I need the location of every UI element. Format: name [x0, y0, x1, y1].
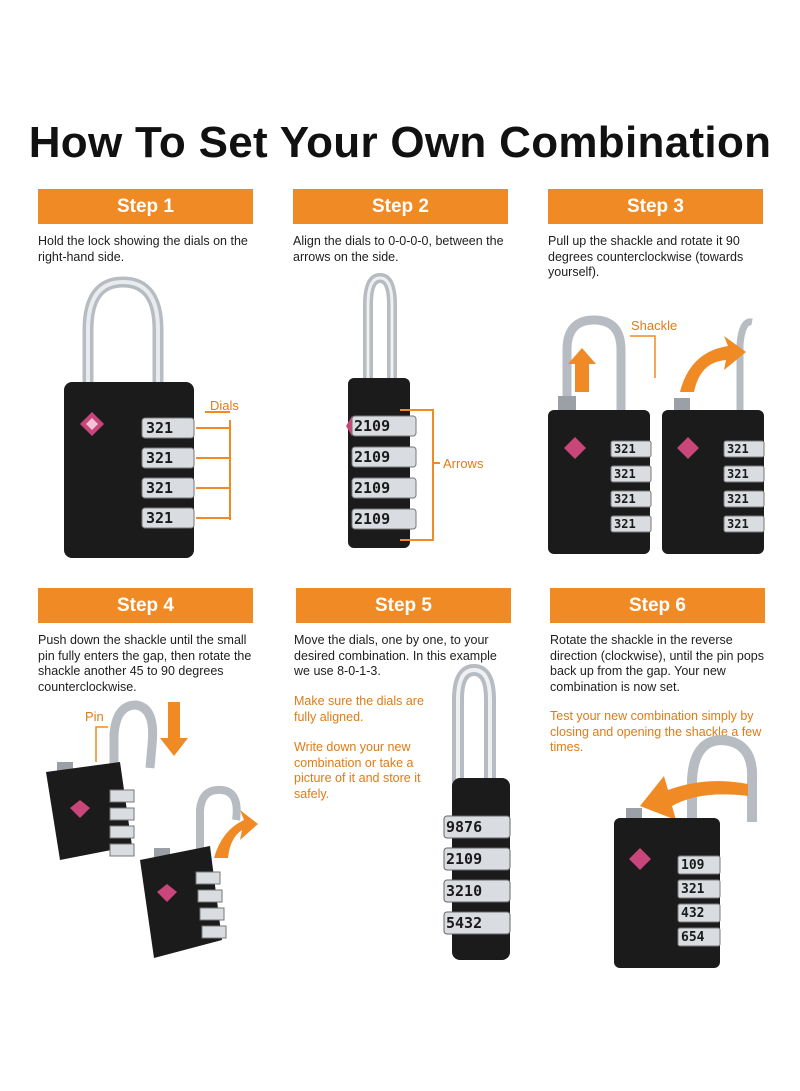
- dial-digits: 2109: [354, 479, 391, 497]
- step-5-text: Move the dials, one by one, to your desired combination. In this example we use 8-0-1-3.: [294, 633, 497, 678]
- dial-digits: 654: [681, 930, 705, 945]
- step-1-header: Step 1: [38, 189, 253, 224]
- step-5-note-write-down: Write down your new combination or take a picture of it and store it safely.: [294, 740, 421, 801]
- step-4-text: Push down the shackle until the small pin fully enters the gap, then rotate the shackle another 45 to 90 degrees counterclockwise.: [38, 633, 252, 694]
- dial-digits: 321: [614, 442, 636, 456]
- step-2-text: Align the dials to 0-0-0-0, between the arrows on the side.: [293, 234, 504, 264]
- dial-digits: 321: [681, 882, 705, 897]
- step-5-header: Step 5: [296, 588, 511, 623]
- step-5-note-aligned: Make sure the dials are fully aligned.: [294, 694, 424, 724]
- dial-row: [678, 904, 720, 922]
- dial-digits: 5432: [446, 914, 483, 932]
- step-4-header: Step 4: [38, 588, 253, 623]
- step-6-header: Step 6: [550, 588, 765, 623]
- dial-digits: 321: [727, 492, 749, 506]
- dial-digits: 321: [146, 479, 174, 497]
- dial-digits: 2109: [446, 850, 483, 868]
- dial-digits: 321: [146, 419, 174, 437]
- step-3-callout-shackle: Shackle: [631, 318, 678, 333]
- dial-row: [678, 880, 720, 898]
- dial-row: [678, 856, 720, 874]
- dial-digits: 321: [727, 467, 749, 481]
- dial-digits: 321: [727, 442, 749, 456]
- step-1-text: Hold the lock showing the dials on the right-hand side.: [38, 234, 248, 264]
- step-2-callout-arrows: Arrows: [443, 456, 484, 471]
- dial-row: [678, 928, 720, 946]
- dial-digits: 2109: [354, 448, 391, 466]
- dial-digits: 321: [146, 449, 174, 467]
- step-1-callout-dials: Dials: [210, 398, 239, 413]
- dial-digits: 321: [727, 517, 749, 531]
- step-6-note-test: Test your new combination simply by closing and opening the shackle a few times.: [550, 709, 762, 754]
- dial-digits: 9876: [446, 818, 483, 836]
- dial-digits: 109: [681, 858, 705, 873]
- dial-digits: 432: [681, 906, 705, 921]
- dial-digits: 321: [614, 517, 636, 531]
- step-3-header: Step 3: [548, 189, 763, 224]
- page-title: How To Set Your Own Combination: [28, 118, 772, 167]
- dial-digits: 321: [614, 467, 636, 481]
- dial-digits: 2109: [354, 417, 391, 435]
- dial-digits: 321: [614, 492, 636, 506]
- dial-digits: 2109: [354, 510, 391, 528]
- dial-digits: 321: [146, 509, 174, 527]
- dial-digits: 3210: [446, 882, 483, 900]
- step-3-text: Pull up the shackle and rotate it 90 degrees counterclockwise (towards yourself).: [548, 234, 744, 279]
- step-4-callout-pin: Pin: [85, 709, 104, 724]
- step-6-text: Rotate the shackle in the reverse direction (clockwise), until the pin pops back up from the gap. Your new combination is now set.: [550, 633, 764, 694]
- step-2-header: Step 2: [293, 189, 508, 224]
